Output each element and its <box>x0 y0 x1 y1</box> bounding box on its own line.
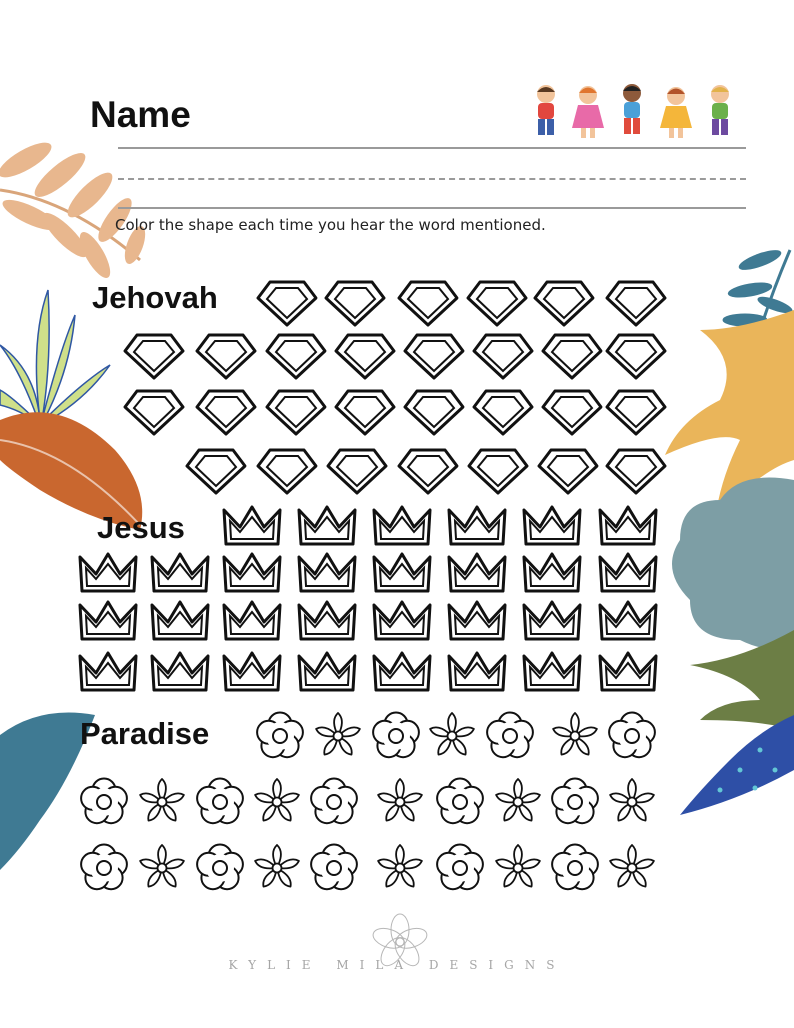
crown-icon[interactable] <box>299 554 355 591</box>
flower-icon[interactable] <box>552 779 598 824</box>
diamond-icon[interactable] <box>469 450 527 493</box>
crown-icon[interactable] <box>600 507 656 544</box>
crown-icon[interactable] <box>299 653 355 690</box>
diamond-icon[interactable] <box>405 391 463 434</box>
flower-icon[interactable] <box>437 779 483 824</box>
crown-icon[interactable] <box>374 653 430 690</box>
flower-icon[interactable] <box>378 779 422 821</box>
crown-icon[interactable] <box>524 653 580 690</box>
flower-icon[interactable] <box>378 845 422 887</box>
flower-icon[interactable] <box>197 845 243 890</box>
diamond-icon[interactable] <box>258 450 316 493</box>
diamond-icon[interactable] <box>474 391 532 434</box>
diamond-icon[interactable] <box>125 391 183 434</box>
flower-icon[interactable] <box>552 845 598 890</box>
flower-icon[interactable] <box>430 713 474 755</box>
crown-icon[interactable] <box>449 602 505 639</box>
crown-icon[interactable] <box>600 554 656 591</box>
crown-icon[interactable] <box>600 653 656 690</box>
flower-icon[interactable] <box>255 845 299 887</box>
diamond-icon[interactable] <box>267 335 325 378</box>
flower-icon[interactable] <box>81 779 127 824</box>
crown-icon[interactable] <box>224 507 280 544</box>
crown-icon[interactable] <box>152 653 208 690</box>
flower-icon[interactable] <box>496 779 540 821</box>
crown-icon[interactable] <box>80 653 136 690</box>
diamond-icon[interactable] <box>607 335 665 378</box>
diamond-icon[interactable] <box>197 335 255 378</box>
diamond-icon[interactable] <box>399 282 457 325</box>
name-label: Name <box>90 94 191 135</box>
flower-icon[interactable] <box>496 845 540 887</box>
crown-icon[interactable] <box>224 653 280 690</box>
flower-icon[interactable] <box>81 845 127 890</box>
flower-icon[interactable] <box>610 845 654 887</box>
crown-icon[interactable] <box>449 507 505 544</box>
diamond-icon[interactable] <box>535 282 593 325</box>
flower-icon[interactable] <box>609 713 655 758</box>
flower-icon[interactable] <box>255 779 299 821</box>
diamond-icon[interactable] <box>125 335 183 378</box>
section-label-jesus: Jesus <box>97 510 185 545</box>
flower-icon[interactable] <box>610 779 654 821</box>
flower-icon[interactable] <box>140 779 184 821</box>
footer-brand: KYLIE MILA DESIGNS <box>228 958 566 972</box>
crown-icon[interactable] <box>152 554 208 591</box>
crown-icon[interactable] <box>600 602 656 639</box>
flower-icon[interactable] <box>437 845 483 890</box>
section-label-jehovah: Jehovah <box>92 280 218 315</box>
diamond-icon[interactable] <box>328 450 386 493</box>
flower-icon[interactable] <box>311 779 357 824</box>
instruction-text: Color the shape each time you hear the word mentioned. <box>115 216 546 234</box>
crown-icon[interactable] <box>224 554 280 591</box>
section-label-paradise: Paradise <box>80 716 210 751</box>
crown-icon[interactable] <box>374 507 430 544</box>
flower-icon[interactable] <box>257 713 303 758</box>
diamond-icon[interactable] <box>468 282 526 325</box>
crown-icon[interactable] <box>524 602 580 639</box>
diamond-icon[interactable] <box>326 282 384 325</box>
diamond-icon[interactable] <box>336 391 394 434</box>
diamond-icon[interactable] <box>399 450 457 493</box>
diamond-icon[interactable] <box>336 335 394 378</box>
diamond-icon[interactable] <box>474 335 532 378</box>
flower-icon[interactable] <box>553 713 597 755</box>
crown-icon[interactable] <box>524 507 580 544</box>
diamond-icon[interactable] <box>607 450 665 493</box>
crown-icon[interactable] <box>374 554 430 591</box>
crown-icon[interactable] <box>80 602 136 639</box>
crown-icon[interactable] <box>374 602 430 639</box>
crown-icon[interactable] <box>449 554 505 591</box>
flower-icon[interactable] <box>311 845 357 890</box>
crown-icon[interactable] <box>224 602 280 639</box>
crown-icon[interactable] <box>524 554 580 591</box>
diamond-icon[interactable] <box>267 391 325 434</box>
crown-icon[interactable] <box>299 507 355 544</box>
diamond-icon[interactable] <box>607 391 665 434</box>
diamond-icon[interactable] <box>197 391 255 434</box>
flower-icon[interactable] <box>197 779 243 824</box>
diamond-icon[interactable] <box>543 335 601 378</box>
crown-icon[interactable] <box>449 653 505 690</box>
diamond-icon[interactable] <box>543 391 601 434</box>
crown-icon[interactable] <box>80 554 136 591</box>
diamond-icon[interactable] <box>187 450 245 493</box>
crown-icon[interactable] <box>152 602 208 639</box>
flower-icon[interactable] <box>487 713 533 758</box>
crown-icon[interactable] <box>299 602 355 639</box>
flower-icon[interactable] <box>373 713 419 758</box>
diamond-icon[interactable] <box>258 282 316 325</box>
diamond-icon[interactable] <box>539 450 597 493</box>
flower-icon[interactable] <box>316 713 360 755</box>
diamond-icon[interactable] <box>405 335 463 378</box>
flower-icon[interactable] <box>140 845 184 887</box>
diamond-icon[interactable] <box>607 282 665 325</box>
